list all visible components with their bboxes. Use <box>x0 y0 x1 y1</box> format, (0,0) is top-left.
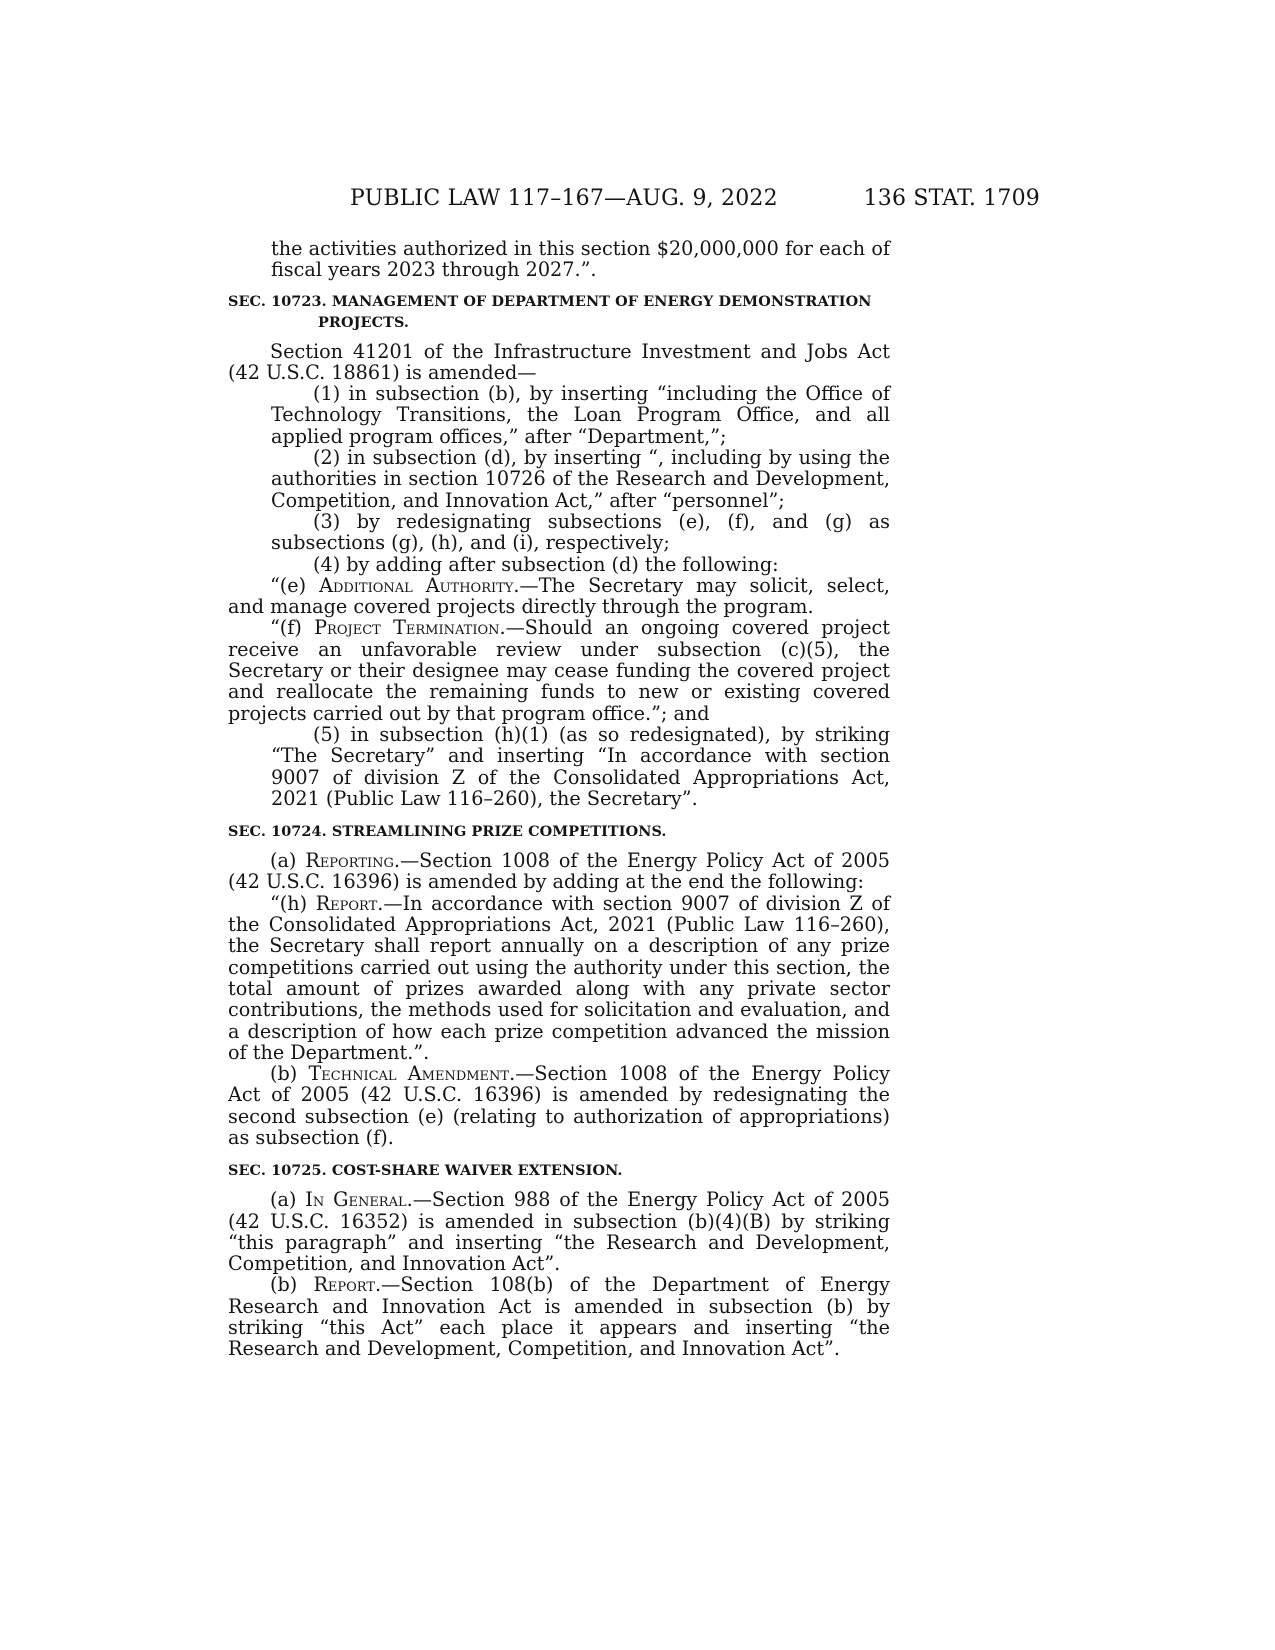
statute-page-number: 136 STAT. 1709 <box>863 186 1040 211</box>
section-heading-10723: SEC. 10723. MANAGEMENT OF DEPARTMENT OF ENERGY DEMONSTRATION PROJECTS. <box>228 292 872 331</box>
subsection-label: “(e) <box>270 573 320 597</box>
continued-paragraph: the activities authorized in this section $20,000,000 for each of fiscal years 2023 through 2027.”. <box>271 237 890 282</box>
subsection-text: .—Section 988 of the Energy Policy Act of 2005 (42 U.S.C. 16352) is amended in subsection (b)(4)(B) by striking “this paragraph” and inserting “the Research and Development, Competition, and Innovation Act”. <box>228 1188 890 1276</box>
subsection-heading: Additional Authority <box>319 573 514 597</box>
subsection-label: “(h) <box>270 891 316 915</box>
section-heading-10725: SEC. 10725. COST-SHARE WAIVER EXTENSION. <box>228 1162 623 1180</box>
subsection-label: (b) <box>270 1062 309 1086</box>
subsection-a-reporting <box>228 850 890 893</box>
subsection-heading: Report <box>315 891 378 915</box>
section-intro: Section 41201 of the Infrastructure Investment and Jobs Act (42 U.S.C. 18861) is amended— <box>228 339 890 384</box>
subsection-heading: In General <box>305 1188 407 1212</box>
amendment-item-5: (5) in subsection (h)(1) (as so redesignated), by striking “The Secretary” and inserting “In accordance with section 9007 of division Z of the Consolidated Appropriations Act, 2021 (Public Law 116–260), the Secretary”. <box>271 722 890 810</box>
subsection-heading: Project Termination <box>314 616 500 640</box>
subsection-heading: Technical Amendment <box>308 1062 510 1086</box>
subsection-heading: Reporting <box>305 849 394 873</box>
subsection-text: .—In accordance with section 9007 of division Z of the Consolidated Appropriations Act, 2021 (Public Law 116–260), the Secretary shall report annually on a description of any prize competitions carried out using the authority under this section, the total amount of prizes awarded along with any private sector contributions, the methods used for solicitation and evaluation, and a description of how each prize competition advanced the mission of the Department.”. <box>228 891 890 1064</box>
amendment-item-2: (2) in subsection (d), by inserting “, including by using the authorities in section 10726 of the Research and Development, Competition, and Innovation Act,” after “personnel”; <box>271 446 890 512</box>
subsection-label: “(f) <box>270 616 315 640</box>
document-body <box>228 238 890 1360</box>
amendment-item-3: (3) by redesignating subsections (e), (f), and (g) as subsections (g), (h), and (i), respectively; <box>271 509 890 555</box>
subsection-text: .—The Secretary may solicit, select, and manage covered projects directly through the program. <box>228 573 891 619</box>
inserted-subsection-h <box>228 893 890 1063</box>
subsection-text: .—Should an ongoing covered project receive an unfavorable review under subsection (c)(5), the Secretary or their designee may cease funding the covered project and reallocate the remaining funds to new or existing covered projects carried out by that program office.”; and <box>228 616 891 725</box>
inserted-subsection-e <box>228 575 890 618</box>
amendment-item-4: (4) by adding after subsection (d) the following: <box>313 552 779 576</box>
subsection-text: .—Section 1008 of the Energy Policy Act of 2005 (42 U.S.C. 16396) is amended by redesignating the second subsection (e) (relating to authorization of appropriations) as subsection (f). <box>228 1062 891 1149</box>
subsection-label: (b) <box>270 1273 314 1297</box>
subsection-label: (a) <box>270 849 306 873</box>
running-head-title: PUBLIC LAW 117–167—AUG. 9, 2022 <box>350 186 778 211</box>
subsection-text: .—Section 108(b) of the Department of Energy Research and Innovation Act is amended in subsection (b) by striking “this Act” each place it appears and inserting “the Research and Development, Competition, and Innovation Act”. <box>228 1273 891 1361</box>
subsection-heading: Report <box>313 1273 376 1297</box>
subsection-a-general <box>228 1189 890 1274</box>
amendment-item-1: (1) in subsection (b), by inserting “including the Office of Technology Transitions, the Loan Program Office, and all applied program offices,” after “Department,”; <box>271 382 890 448</box>
subsection-b-report <box>228 1274 890 1359</box>
section-heading-10724: SEC. 10724. STREAMLINING PRIZE COMPETITIONS. <box>228 823 667 841</box>
inserted-subsection-f <box>228 617 890 723</box>
subsection-text: .—Section 1008 of the Energy Policy Act of 2005 (42 U.S.C. 16396) is amended by adding at the end the following: <box>228 849 890 894</box>
subsection-label: (a) <box>270 1188 306 1212</box>
subsection-b-technical <box>228 1063 890 1148</box>
